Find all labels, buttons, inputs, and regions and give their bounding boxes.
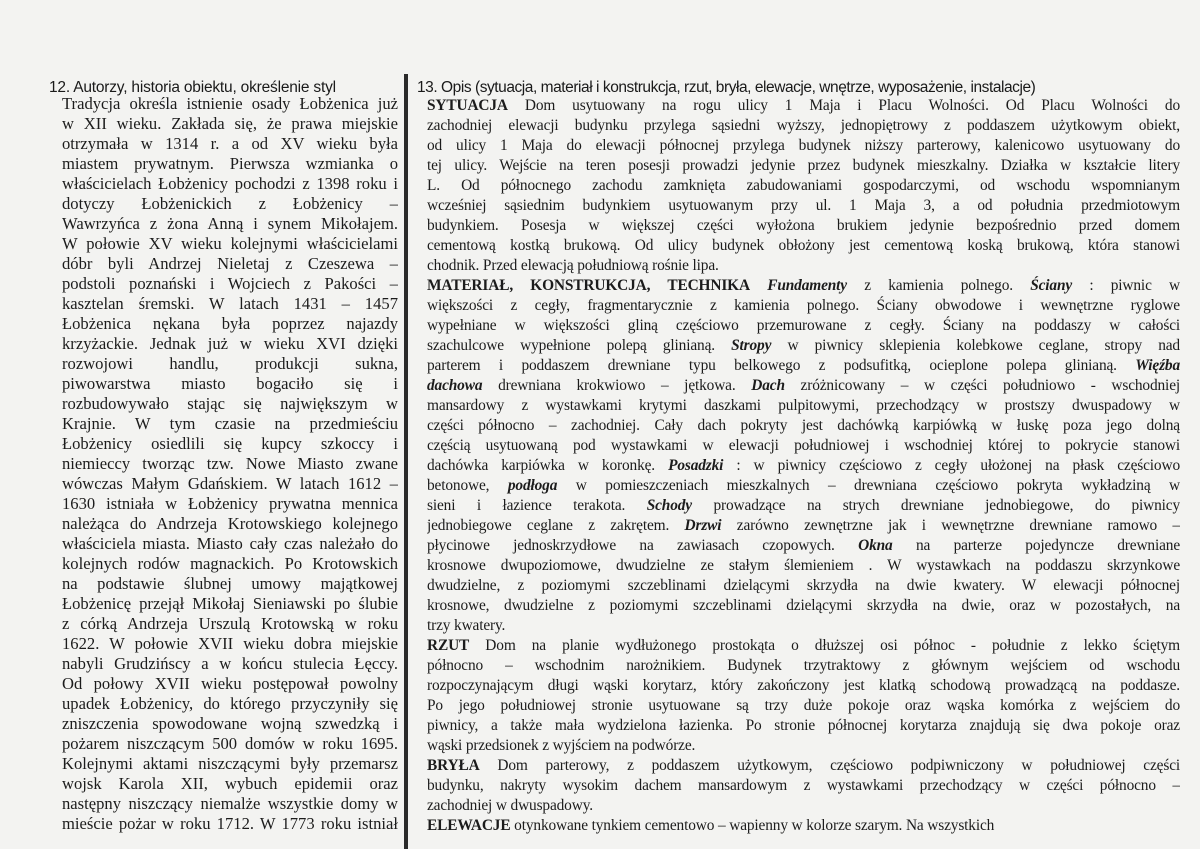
text-segment: L. Od północnego zachodu zamknięta zabudowaniami gospodarczymi, od wschodu wspomnianym <box>427 177 1180 194</box>
text-segment: zachodniej elewacji budynku przylega sąsiedni wyższy, jednopiętrowy z poddaszem użytkowym obiekt, <box>427 117 1180 134</box>
text-segment: dachówka karpiówka w koronkę. <box>427 457 669 474</box>
text-line <box>427 736 1180 756</box>
element-label: Więźba <box>1135 357 1180 374</box>
text-segment: w piwnicy sklepienia kolebkowe ceglane, stropy nad <box>771 337 1180 354</box>
text-line <box>62 794 398 814</box>
text-segment: tej ulicy. Wejście na teren posesji prowadzi jedynie przez budynek mieszkalny. Działka w kształcie litery <box>427 157 1180 174</box>
text-line <box>427 96 1180 116</box>
text-line <box>427 156 1180 176</box>
text-line <box>62 754 398 774</box>
text-line <box>427 176 1180 196</box>
text-segment: właścicielach Łobżenicy pochodzi z 1398 roku i <box>62 174 398 193</box>
text-line <box>62 254 398 274</box>
text-line <box>427 696 1180 716</box>
text-line <box>427 236 1180 256</box>
text-segment: na parterze pojedyncze drewniane <box>892 537 1180 554</box>
text-segment: drewniana krokwiowo – jętkowa. <box>482 377 752 394</box>
element-label: Dach <box>751 377 785 394</box>
text-segment: wcześniej sąsiednim budynkiem usytuowanym przy ul. 1 Maja 3, a od południa przedmiotowym <box>427 197 1180 214</box>
text-line <box>62 214 398 234</box>
column-divider <box>404 74 408 849</box>
element-label: Posadzki <box>668 457 724 474</box>
text-line <box>62 654 398 674</box>
text-line <box>62 474 398 494</box>
text-segment: rozpoczynającym długi wąski korytarz, który zakończony jest klatką schodową prowadzącą na poddasze. <box>427 677 1180 694</box>
text-segment: trzy kwatery. <box>427 617 506 634</box>
text-segment: wojsk Karola XII, wybuch epidemii oraz <box>62 774 398 793</box>
text-line <box>62 434 398 454</box>
section-label: MATERIAŁ, KONSTRUKCJA, TECHNIKA <box>427 277 750 294</box>
text-segment: mieście pożar w roku 1712. W 1773 roku istniał <box>62 814 398 833</box>
text-segment: nabyli Grudzińscy a w końcu stulecia Łęccy. <box>62 654 398 673</box>
text-segment: zniszczenia spowodowane wojną szwedzką i <box>62 714 398 733</box>
text-line <box>427 756 1180 776</box>
text-segment: następny niszczący niemalże wszystkie domy w <box>62 794 398 813</box>
text-line <box>427 816 1180 836</box>
text-line <box>427 316 1180 336</box>
text-segment: W połowie XV wieku kolejnymi właścicielami <box>62 234 398 253</box>
element-label: Drzwi <box>684 517 722 534</box>
text-line <box>427 636 1180 656</box>
text-segment: krzyżackie. Jednak już w wieku XVI dzięki <box>62 334 398 353</box>
text-line <box>62 334 398 354</box>
text-line <box>62 674 398 694</box>
text-line <box>427 416 1180 436</box>
element-label: Schody <box>646 497 692 514</box>
text-line <box>427 616 1180 636</box>
text-segment: części północno – zachodniej. Cały dach pokryty jest dachówką karpiówką w łuskę poza jego dolną <box>427 417 1180 434</box>
text-segment: właściciela miasta. Miasto cały czas należało do <box>62 534 398 553</box>
text-line <box>62 614 398 634</box>
text-line <box>62 394 398 414</box>
text-segment: Łobżenicę przejął Mikołaj Sieniawski po ślubie <box>62 594 398 613</box>
section-label: BRYŁA <box>427 757 480 774</box>
text-line <box>62 514 398 534</box>
text-line <box>62 154 398 174</box>
section-label: SYTUACJA <box>427 97 508 114</box>
text-line <box>62 714 398 734</box>
text-line <box>427 436 1180 456</box>
text-segment: sieni i łazience terakota. <box>427 497 647 514</box>
text-segment: północno – wschodnim narożnikiem. Budynek trzytraktowy z głównym wejściem od wschodu <box>427 657 1180 674</box>
text-segment <box>750 277 767 294</box>
text-line <box>427 216 1180 236</box>
text-segment: Od połowy XVII wieku postępował powolny <box>62 674 398 693</box>
section-13-description-text <box>427 96 1180 836</box>
text-segment: wąski przedsionek z wyjściem na podwórze. <box>427 737 696 754</box>
text-line <box>62 234 398 254</box>
section-label: ELEWACJE <box>427 817 511 834</box>
text-line <box>62 114 398 134</box>
text-segment: otynkowane tynkiem cementowo – wapienny w kolorze szarym. Na wszystkich <box>510 817 995 834</box>
text-line <box>62 534 398 554</box>
text-segment: dóbr byli Andrzej Nieletaj z Czeszewa – <box>62 254 398 273</box>
text-segment: Kolejnymi aktami niszczącymi były przemarsz <box>62 754 398 773</box>
text-segment: cementową kostką brukową. Od ulicy budynek obłożony jest cementową koską brukową, która stanowi <box>427 237 1180 254</box>
text-line <box>62 174 398 194</box>
text-line <box>427 476 1180 496</box>
element-label: dachowa <box>427 377 483 394</box>
text-segment: Krajnie. W tym czasie na przedmieściu <box>62 414 398 433</box>
text-segment: 1622. W połowie XVII wieku dobra miejskie <box>62 634 398 653</box>
text-segment: : w piwnicy częściowo z cegły ułożonej na płask częściowo <box>723 457 1180 474</box>
text-segment: wówczas Małym Gdańskiem. W latach 1612 – <box>62 474 398 493</box>
text-segment: wypełniane w większości gliną częściowo przemurowane z cegły. Ściany na poddaszy w całości <box>427 317 1180 334</box>
text-segment: na podstawie ślubnej umowy majątkowej <box>62 574 398 593</box>
text-line <box>62 134 398 154</box>
text-segment: 1630 istniała w Łobżenicy prywatna mennica <box>62 494 398 513</box>
text-line <box>62 94 398 114</box>
section-12-heading: 12. Autorzy, historia obiektu, określenie styl <box>49 79 336 96</box>
text-segment: Po jego południowej stronie usytuowane są trzy duże pokoje oraz wąska komórka z wejściem do <box>427 697 1180 714</box>
text-segment: zróżnicowany – w części południowo - wschodniej <box>784 377 1180 394</box>
text-segment: szachulcowe wypełnione polepą glinianą. <box>427 337 732 354</box>
text-segment: z kamienia polnego. <box>846 277 1031 294</box>
text-line <box>427 716 1180 736</box>
text-line <box>427 136 1180 156</box>
text-line <box>62 374 398 394</box>
text-segment: w pomieszczeniach mieszkalnych – drewniana częściowo pokryta wykładziną w <box>557 477 1180 494</box>
text-line <box>62 594 398 614</box>
text-segment: krosnowe dwupoziomowe, dwudzielne ze stałym ślemieniem . W wystawkach na poddaszu skrzynkowe <box>427 557 1180 574</box>
element-label: podłoga <box>507 477 558 494</box>
text-line <box>62 194 398 214</box>
text-line <box>427 376 1180 396</box>
text-line <box>427 296 1180 316</box>
text-segment: dwudzielne, z poziomymi szczeblinami dzielącymi skrzydła na dwie kwatery. W elewacji północnej <box>427 577 1180 594</box>
text-line <box>62 574 398 594</box>
text-segment: płycinowe jednoskrzydłowe na zawiasach czopowych. <box>427 537 859 554</box>
text-segment: miastem prywatnym. Pierwsza wzmianka o <box>62 154 398 173</box>
text-line <box>62 494 398 514</box>
text-line <box>427 556 1180 576</box>
text-line <box>427 596 1180 616</box>
text-line <box>62 414 398 434</box>
text-segment: w XII wieku. Zakłada się, że prawa miejskie <box>62 114 398 133</box>
text-line <box>427 336 1180 356</box>
text-line <box>427 676 1180 696</box>
text-segment: zarówno zewnętrzne jak i wewnętrzne drewniane ramowo – <box>721 517 1180 534</box>
text-line <box>62 634 398 654</box>
text-line <box>427 516 1180 536</box>
text-segment: Łobżenica nękana była poprzez najazdy <box>62 314 398 333</box>
text-segment: betonowe, <box>427 477 508 494</box>
element-label: Fundamenty <box>767 277 847 294</box>
text-segment: większości z cegły, fragmentarycznie z kamienia polnego. Ściany obwodowe i wewnętrzne ryglowe <box>427 297 1180 314</box>
text-segment: od ulicy 1 Maja do elewacji północnej przylega budynek niższy parterowy, kalenicowo usytuowany do <box>427 137 1180 154</box>
text-segment: jednobiegowe ceglane z zakrętem. <box>427 517 685 534</box>
text-line <box>427 496 1180 516</box>
text-segment: niemieccy tworząc tzw. Nowe Miasto zwane <box>62 454 398 473</box>
text-segment: chodnik. Przed elewacją południową rośnie lipa. <box>427 257 719 274</box>
text-segment: budynku, nakryty wysokim dachem mansardowym z wystawkami przechodzący w części północno – <box>427 777 1180 794</box>
text-line <box>427 796 1180 816</box>
text-line <box>62 694 398 714</box>
text-segment: Dom usytuowany na rogu ulicy 1 Maja i Placu Wolności. Od Placu Wolności do <box>507 97 1180 114</box>
element-label: Stropy <box>731 337 772 354</box>
section-label: RZUT <box>427 637 470 654</box>
text-line <box>427 116 1180 136</box>
text-segment: kolejnych rodów magnackich. Po Krotowskich <box>62 554 398 573</box>
text-segment: zachodniej w dwuspadowy. <box>427 797 593 814</box>
element-label: Okna <box>858 537 893 554</box>
text-line <box>62 774 398 794</box>
text-line <box>427 576 1180 596</box>
text-line <box>427 656 1180 676</box>
text-line <box>427 776 1180 796</box>
text-segment: rozwojowi handlu, produkcji sukna, <box>62 354 398 373</box>
text-segment: prowadzące na strych drewniane jednobiegowe, do piwnicy <box>691 497 1180 514</box>
text-line <box>427 256 1180 276</box>
text-segment: Tradycja określa istnienie osady Łobżenica już <box>62 94 398 113</box>
text-line <box>427 396 1180 416</box>
text-line <box>427 196 1180 216</box>
text-line <box>427 536 1180 556</box>
text-line <box>62 314 398 334</box>
text-segment: upadek Łobżenicy, do którego przyczyniły się <box>62 694 398 713</box>
text-segment: : piwnic w <box>1072 277 1180 294</box>
text-segment: otrzymała w 1314 r. a od XV wieku była <box>62 134 398 153</box>
text-segment: Wawrzyńca z żona Anną i synem Mikołajem. <box>62 214 398 233</box>
text-line <box>62 454 398 474</box>
text-segment: z córką Andrzeja Urszulą Krotowską w roku <box>62 614 398 633</box>
text-segment: Dom na planie wydłużonego prostokąta o dłuższej osi północ - południe z lekko ściętym <box>469 637 1180 654</box>
section-12-history-text <box>62 94 398 834</box>
text-segment: mansardowy z wystawkami krytymi daszkami pulpitowymi, przechodzący w prostszy dwuspadowy w <box>427 397 1180 414</box>
text-line <box>62 814 398 834</box>
text-segment: Łobżenicy osiedlili się kupcy szkoccy i <box>62 434 398 453</box>
text-line <box>62 354 398 374</box>
text-segment: krosnowe, dwudzielne z poziomymi szczeblinami dzielącymi skrzydła na dwie, oraz w pozostałych, na <box>427 597 1180 614</box>
text-segment: pożarem niszczącym 500 domów w roku 1695. <box>62 734 398 753</box>
text-segment: piwnicy, a także mała wydzielona łazienka. Po stronie północnej korytarza znajdują się dwa pokoje oraz <box>427 717 1180 734</box>
section-13-heading: 13. Opis (sytuacja, materiał i konstrukcja, rzut, bryła, elewacje, wnętrze, wyposażenie, instalacje) <box>417 79 1036 96</box>
text-segment: budynkiem. Posesja w większej części wyłożona brukiem jedynie bezpośrednio przed domem <box>427 217 1180 234</box>
text-segment: Dom parterowy, z poddaszem użytkowym, częściowo podpiwniczony w południowej części <box>479 757 1180 774</box>
text-line <box>62 554 398 574</box>
text-line <box>427 356 1180 376</box>
text-segment: rozbudowywało stając się największym w <box>62 394 398 413</box>
text-line <box>427 456 1180 476</box>
text-segment: piwowarstwa miasto bogaciło się i <box>62 374 398 393</box>
text-line <box>62 734 398 754</box>
text-segment: podstoli poznański i Wojciech z Pakości – <box>62 274 398 293</box>
element-label: Ściany <box>1030 277 1073 294</box>
text-segment: parterem i poddaszem drewniane typu belkowego z podsufitką, ocieplone polepa glinianą. <box>427 357 1136 374</box>
text-line <box>427 276 1180 296</box>
text-segment: dotyczy Łobżenickich z Łobżenicy – <box>62 194 398 213</box>
text-line <box>62 274 398 294</box>
text-segment: częścią usytuowaną pod wystawkami w elewacji południowej i wschodniej której to pokrycie stanowi <box>427 437 1180 454</box>
text-segment: należąca do Andrzeja Krotowskiego kolejnego <box>62 514 398 533</box>
text-line <box>62 294 398 314</box>
text-segment: kasztelan śremski. W latach 1431 – 1457 <box>62 294 398 313</box>
